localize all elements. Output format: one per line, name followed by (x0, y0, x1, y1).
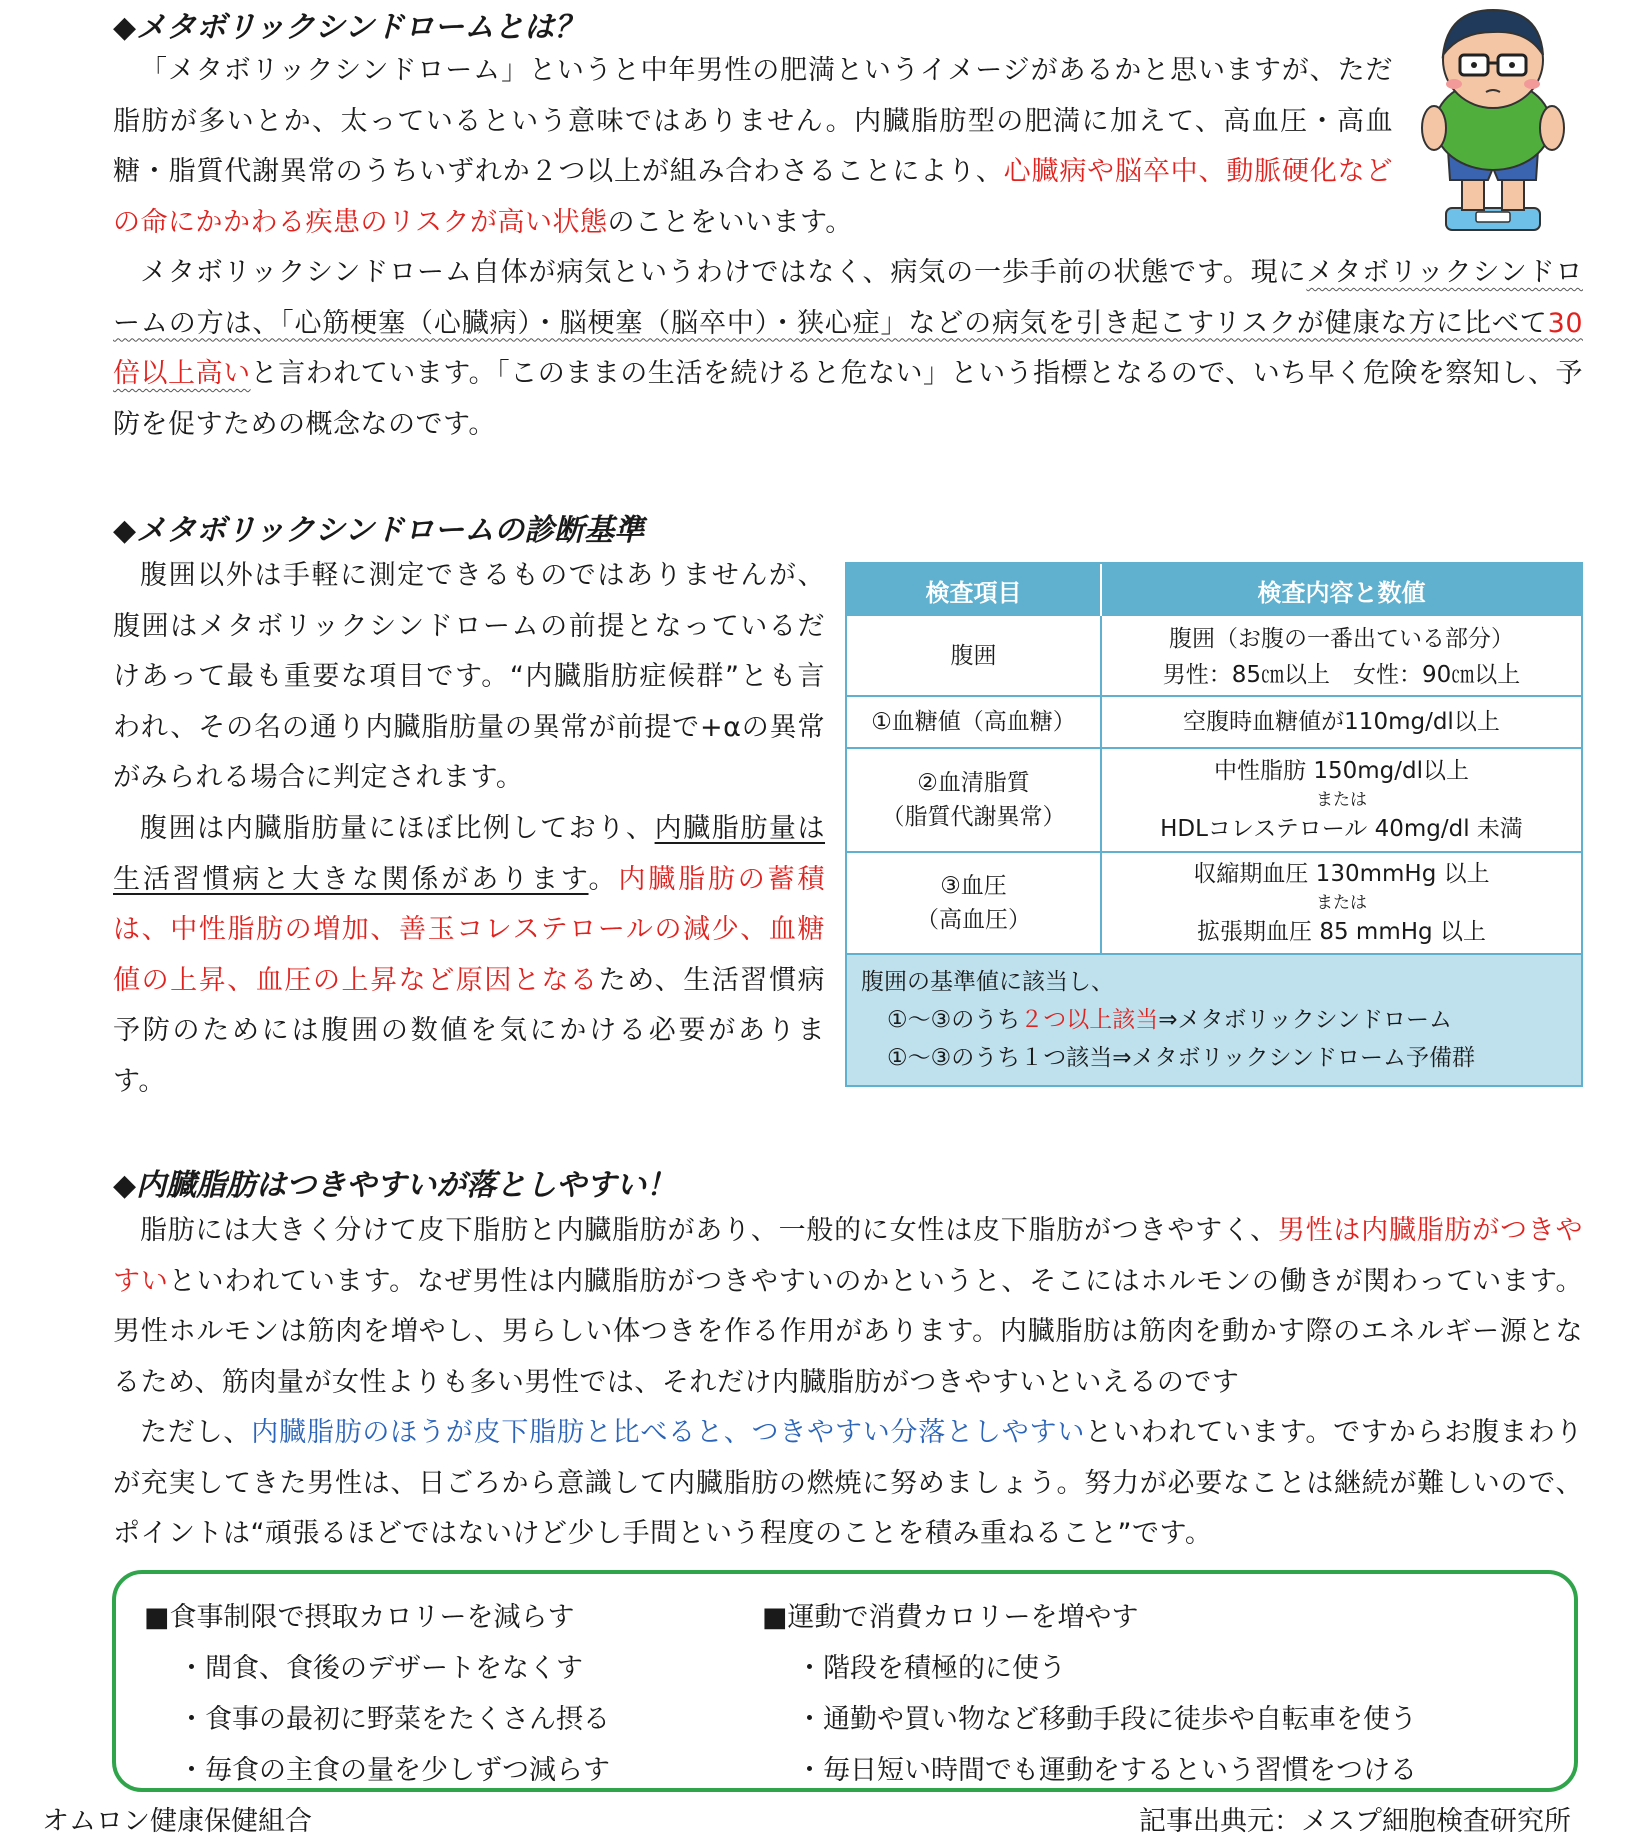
section1-p1-highlight: 心臓病や脳卒中、動脈硬化などの命にかかわる疾患のリスクが高い状態 (113, 156, 1394, 238)
table-cell-value: 空腹時血糖値が110mg/dl以上 (1101, 696, 1581, 748)
diet-tips (144, 1592, 610, 1796)
diet-tips-heading: ■食事制限で摂取カロリーを減らす (144, 1602, 575, 1633)
tips-box (112, 1570, 1578, 1792)
section1-p2-text-b: と言われています。「このままの生活を続けると危ない」という指標となるので、いち早く危険を察知し、予防を促すための概念なのです。 (113, 358, 1583, 440)
section1-p1-text-b: のことをいいます。 (607, 206, 853, 238)
table-row (847, 616, 1581, 696)
section2-paragraph1 (113, 551, 825, 804)
section2-p2-text-c: ため、生活習慣病予防のためには腹囲の数値を気にかける必要があります。 (113, 964, 826, 1097)
lipid-or: または (1316, 790, 1367, 810)
list-item: ・通勤や買い物など移動手段に徒歩や自転車を使う (796, 1704, 1417, 1735)
section1-paragraph2 (113, 248, 1583, 450)
table-cell-item (847, 748, 1101, 852)
bp-item-name: ③血圧 (940, 873, 1007, 899)
lipid-item-name: ②血清脂質 (917, 770, 1030, 796)
list-item: ・毎食の主食の量を少しずつ減らす (178, 1755, 610, 1786)
footer-source: 記事出典元：メスプ細胞検査研究所 (1139, 1806, 1571, 1837)
section3-paragraph1 (113, 1206, 1583, 1408)
table-cell-value (1101, 616, 1581, 696)
table-note-line1: 腹囲の基準値に該当し、 (861, 969, 1114, 995)
waist-description: 腹囲（お腹の一番出ている部分） (1169, 625, 1514, 652)
section1-p1-text-a: 「メタボリックシンドローム」というと中年男性の肥満というイメージがあるかと思いますが、ただ脂肪が多いとか、太っているという意味ではありません。内臓脂肪型の肥満に加えて、高血圧・高血糖・脂質代謝異常のうちいずれか２つ以上が組み合わさることにより、 (113, 55, 1393, 187)
table-header-item: 検査項目 (847, 564, 1101, 616)
lipid-value-2: HDLコレステロール 40mg/dl 未満 (1160, 816, 1523, 842)
bp-item-sub: （高血圧） (916, 907, 1031, 933)
lipid-value-1: 中性脂肪 150mg/dl以上 (1214, 758, 1469, 784)
list-item: ・食事の最初に野菜をたくさん摂る (178, 1704, 610, 1735)
exercise-tips-heading: ■運動で消費カロリーを増やす (762, 1602, 1139, 1633)
list-item: ・階段を積極的に使う (796, 1653, 1066, 1684)
table-cell-value (1101, 748, 1581, 852)
section3-p2-text-a: ただし、 (140, 1417, 252, 1448)
exercise-tips (762, 1592, 1417, 1796)
bp-or: または (1316, 893, 1367, 913)
table-cell-item: 腹囲 (847, 616, 1101, 696)
section3-p1-text-b: といわれています。なぜ男性は内臓脂肪がつきやすいのかというと、そこにはホルモンの働きが関わっています。男性ホルモンは筋肉を増やし、男らしい体つきを作る作用があります。内臓脂肪は筋肉を動かす際のエネルギー源となるため、筋肉量が女性よりも多い男性では、それだけ内臓脂肪がつきやすいといえるのです (113, 1265, 1584, 1398)
section2-p2-underlined: 内臓脂肪量は生活習慣病と大きな関係があります (113, 813, 826, 895)
note2-text-a: ①～③のうち (887, 1007, 1021, 1033)
note2-text-b: ⇒メタボリックシンドローム (1158, 1007, 1453, 1033)
section3-p1-highlight: 男性は内臓脂肪がつきやすい (113, 1215, 1583, 1297)
section1-p2-highlight: 30倍以上高い (113, 307, 1583, 389)
table-header-value: 検査内容と数値 (1101, 564, 1581, 616)
table-cell-item (847, 852, 1101, 954)
table-row (847, 748, 1581, 852)
section3-p2-text-b: といわれています。ですからお腹まわりが充実してきた男性は、日ごろから意識して内臓脂肪の燃焼に努めましょう。努力が必要なことは継続が難しいので、ポイントは“頑張るほどではないけど少し手間という程度のことを積み重ねること”です。 (113, 1417, 1584, 1549)
section1-p2-text-a: メタボリックシンドローム自体が病気というわけではなく、病気の一歩手前の状態です。現に (140, 257, 1307, 288)
section2-p1-text: 腹囲以外は手軽に測定できるものではありませんが、腹囲はメタボリックシンドロームの前提となっているだけあって最も重要な項目です。“内臓脂肪症候群”とも言われ、その名の通り内臓脂肪量の異常が前提で+αの異常がみられる場合に判定されます。 (113, 560, 825, 793)
bp-value-2: 拡張期血圧 85 mmHg 以上 (1197, 919, 1486, 945)
section2-p2-highlight: 内臓脂肪の蓄積は、中性脂肪の増加、善玉コレステロールの減少、血糖値の上昇、血圧の上昇など原因となる (113, 863, 826, 996)
footer-organization: オムロン健康保健組合 (42, 1806, 312, 1837)
lipid-item-sub: （脂質代謝異常） (881, 804, 1066, 830)
note2-highlight: ２つ以上該当 (1020, 1007, 1159, 1033)
table-note-line2 (861, 1001, 1567, 1039)
section2-p2-text-a: 腹囲は内臓脂肪量にほぼ比例しており、 (140, 813, 655, 844)
diagnosis-criteria-table (845, 562, 1583, 1087)
list-item: ・間食、食後のデザートをなくす (178, 1653, 583, 1684)
waist-thresholds: 男性：85㎝以上 女性：90㎝以上 (1162, 661, 1521, 688)
section2-paragraph2 (113, 804, 825, 1107)
section3-paragraph2 (113, 1408, 1583, 1560)
section2-heading: ◆メタボリックシンドロームの診断基準 (113, 513, 645, 548)
section1-heading: ◆メタボリックシンドロームとは？ (113, 10, 585, 45)
section1-paragraph1 (113, 46, 1393, 248)
bp-value-1: 収縮期血圧 130mmHg 以上 (1193, 861, 1490, 887)
table-row (847, 696, 1581, 748)
table-row (847, 852, 1581, 954)
section3-p1-text-a: 脂肪には大きく分けて皮下脂肪と内臓脂肪があり、一般的に女性は皮下脂肪がつきやすく、 (140, 1215, 1278, 1246)
table-cell-value (1101, 852, 1581, 954)
overweight-man-illustration (1418, 0, 1568, 235)
section3-p2-highlight: 内臓脂肪のほうが皮下脂肪と比べると、つきやすい分落としやすい (251, 1417, 1086, 1448)
table-note-row (847, 954, 1581, 1085)
table-cell-item: ①血糖値（高血糖） (847, 696, 1101, 748)
section3-heading: ◆内臓脂肪はつきやすいが落としやすい！ (113, 1168, 677, 1203)
section2-p2-text-b: 。 (588, 863, 619, 895)
section1-p2-wavy-text: メタボリックシンドロームの方は、「心筋梗塞（心臓病）・脳梗塞（脳卒中）・狭心症」などの病気を引き起こすリスクが健康な方に比べて (113, 257, 1583, 339)
list-item: ・毎日短い時間でも運動をするという習慣をつける (796, 1755, 1417, 1786)
table-note-line3: ①～③のうち１つ該当⇒メタボリックシンドローム予備群 (887, 1045, 1476, 1071)
